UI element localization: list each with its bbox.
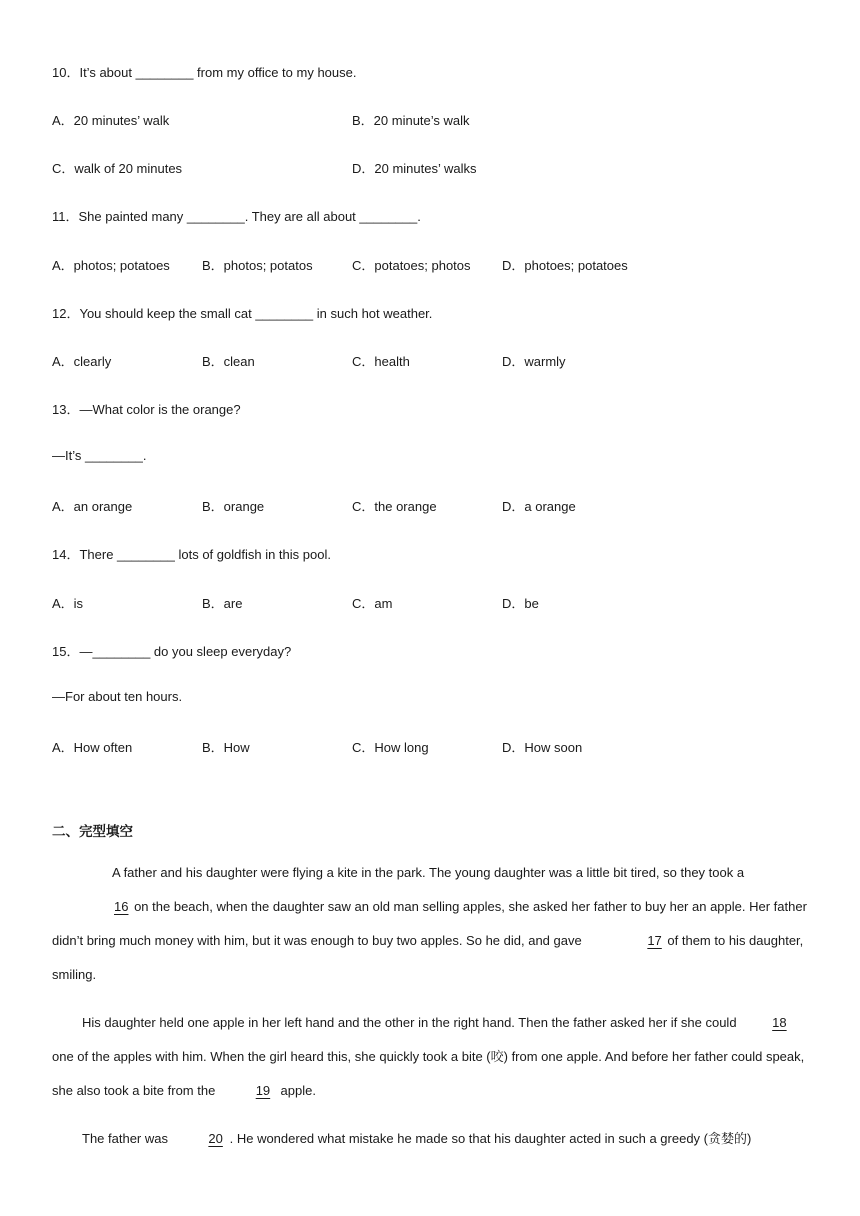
question-12-option-c: C．health [352,354,410,369]
question-10-option-d: D．20 minutes’ walks [352,161,477,176]
question-12-option-d: D．warmly [502,354,566,369]
section-title: 二、完型填空 [52,824,133,839]
question-11-stem: 11．She painted many ________. They are all about ________. [52,209,421,224]
question-10-option-c: C．walk of 20 minutes [52,161,183,176]
blank-19: 19 [255,1083,271,1098]
passage-paragraph-1 [52,856,812,992]
question-14-stem: 14．There ________ lots of goldfish in this pool. [52,547,331,562]
question-13-option-b: B．orange [202,499,265,514]
question-11-option-d: D．photoes; potatoes [502,258,628,273]
passage-text: one of the apples with him. When the girl heard this, she quickly took a bite (咬) from one apple. And before her father could speak, she also took a bite from the [52,1049,805,1098]
question-10-option-b: B．20 minute’s walk [352,113,470,128]
question-15-option-b: B．How [202,740,250,755]
question-14-option-c: C．am [352,596,393,611]
question-13-option-c: C．the orange [352,499,437,514]
question-14-option-b: B．are [202,596,243,611]
blank-20: 20 [208,1131,223,1146]
question-14-option-a: A．is [52,596,84,611]
passage-text: of them to his daughter, smiling. [52,933,804,982]
blank-16: 16 [114,899,129,914]
passage-paragraph-3 [52,1122,812,1156]
passage-text: A father and his daughter were flying a kite in the park. The young daughter was a little bit tired, so they took a [112,865,745,880]
passage-text: apple. [276,1083,316,1098]
question-11-option-a: A．photos; potatoes [52,258,170,273]
question-15-option-c: C．How long [352,740,429,755]
question-13-answer-line: —It’s ________. [52,448,147,463]
question-13-option-a: A．an orange [52,499,133,514]
question-13-stem: 13．—What color is the orange? [52,402,241,417]
blank-17: 17 [647,933,662,948]
question-12-stem: 12．You should keep the small cat ________ in such hot weather. [52,306,433,321]
question-15-option-a: A．How often [52,740,133,755]
question-11-option-b: B．photos; potatos [202,258,313,273]
question-15-option-d: D．How soon [502,740,583,755]
question-14-option-d: D．be [502,596,539,611]
question-13-option-d: D．a orange [502,499,576,514]
passage-text: The father was [82,1131,172,1146]
question-15-stem: 15．—________ do you sleep everyday? [52,644,292,659]
question-11-option-c: C．potatoes; photos [352,258,471,273]
blank-18: 18 [772,1015,787,1030]
passage-text: . He wondered what mistake he made so that his daughter acted in such a greedy (贪婪的) [229,1131,752,1146]
question-12-option-a: A．clearly [52,354,112,369]
question-10-option-a: A．20 minutes’ walk [52,113,170,128]
passage-text: His daughter held one apple in her left hand and the other in the right hand. Then the father asked her if she could [82,1015,741,1030]
passage-text: on the beach, when the daughter saw an old man selling apples, she asked her father to buy her an apple. Her father didn’t bring much money with him, but it was enough to buy two apples. So he did, and gave [52,899,807,948]
question-15-answer-line: —For about ten hours. [52,689,183,704]
passage-paragraph-2 [52,1006,812,1108]
question-12-option-b: B．clean [202,354,255,369]
question-10-stem: 10．It’s about ________ from my office to my house. [52,65,357,80]
